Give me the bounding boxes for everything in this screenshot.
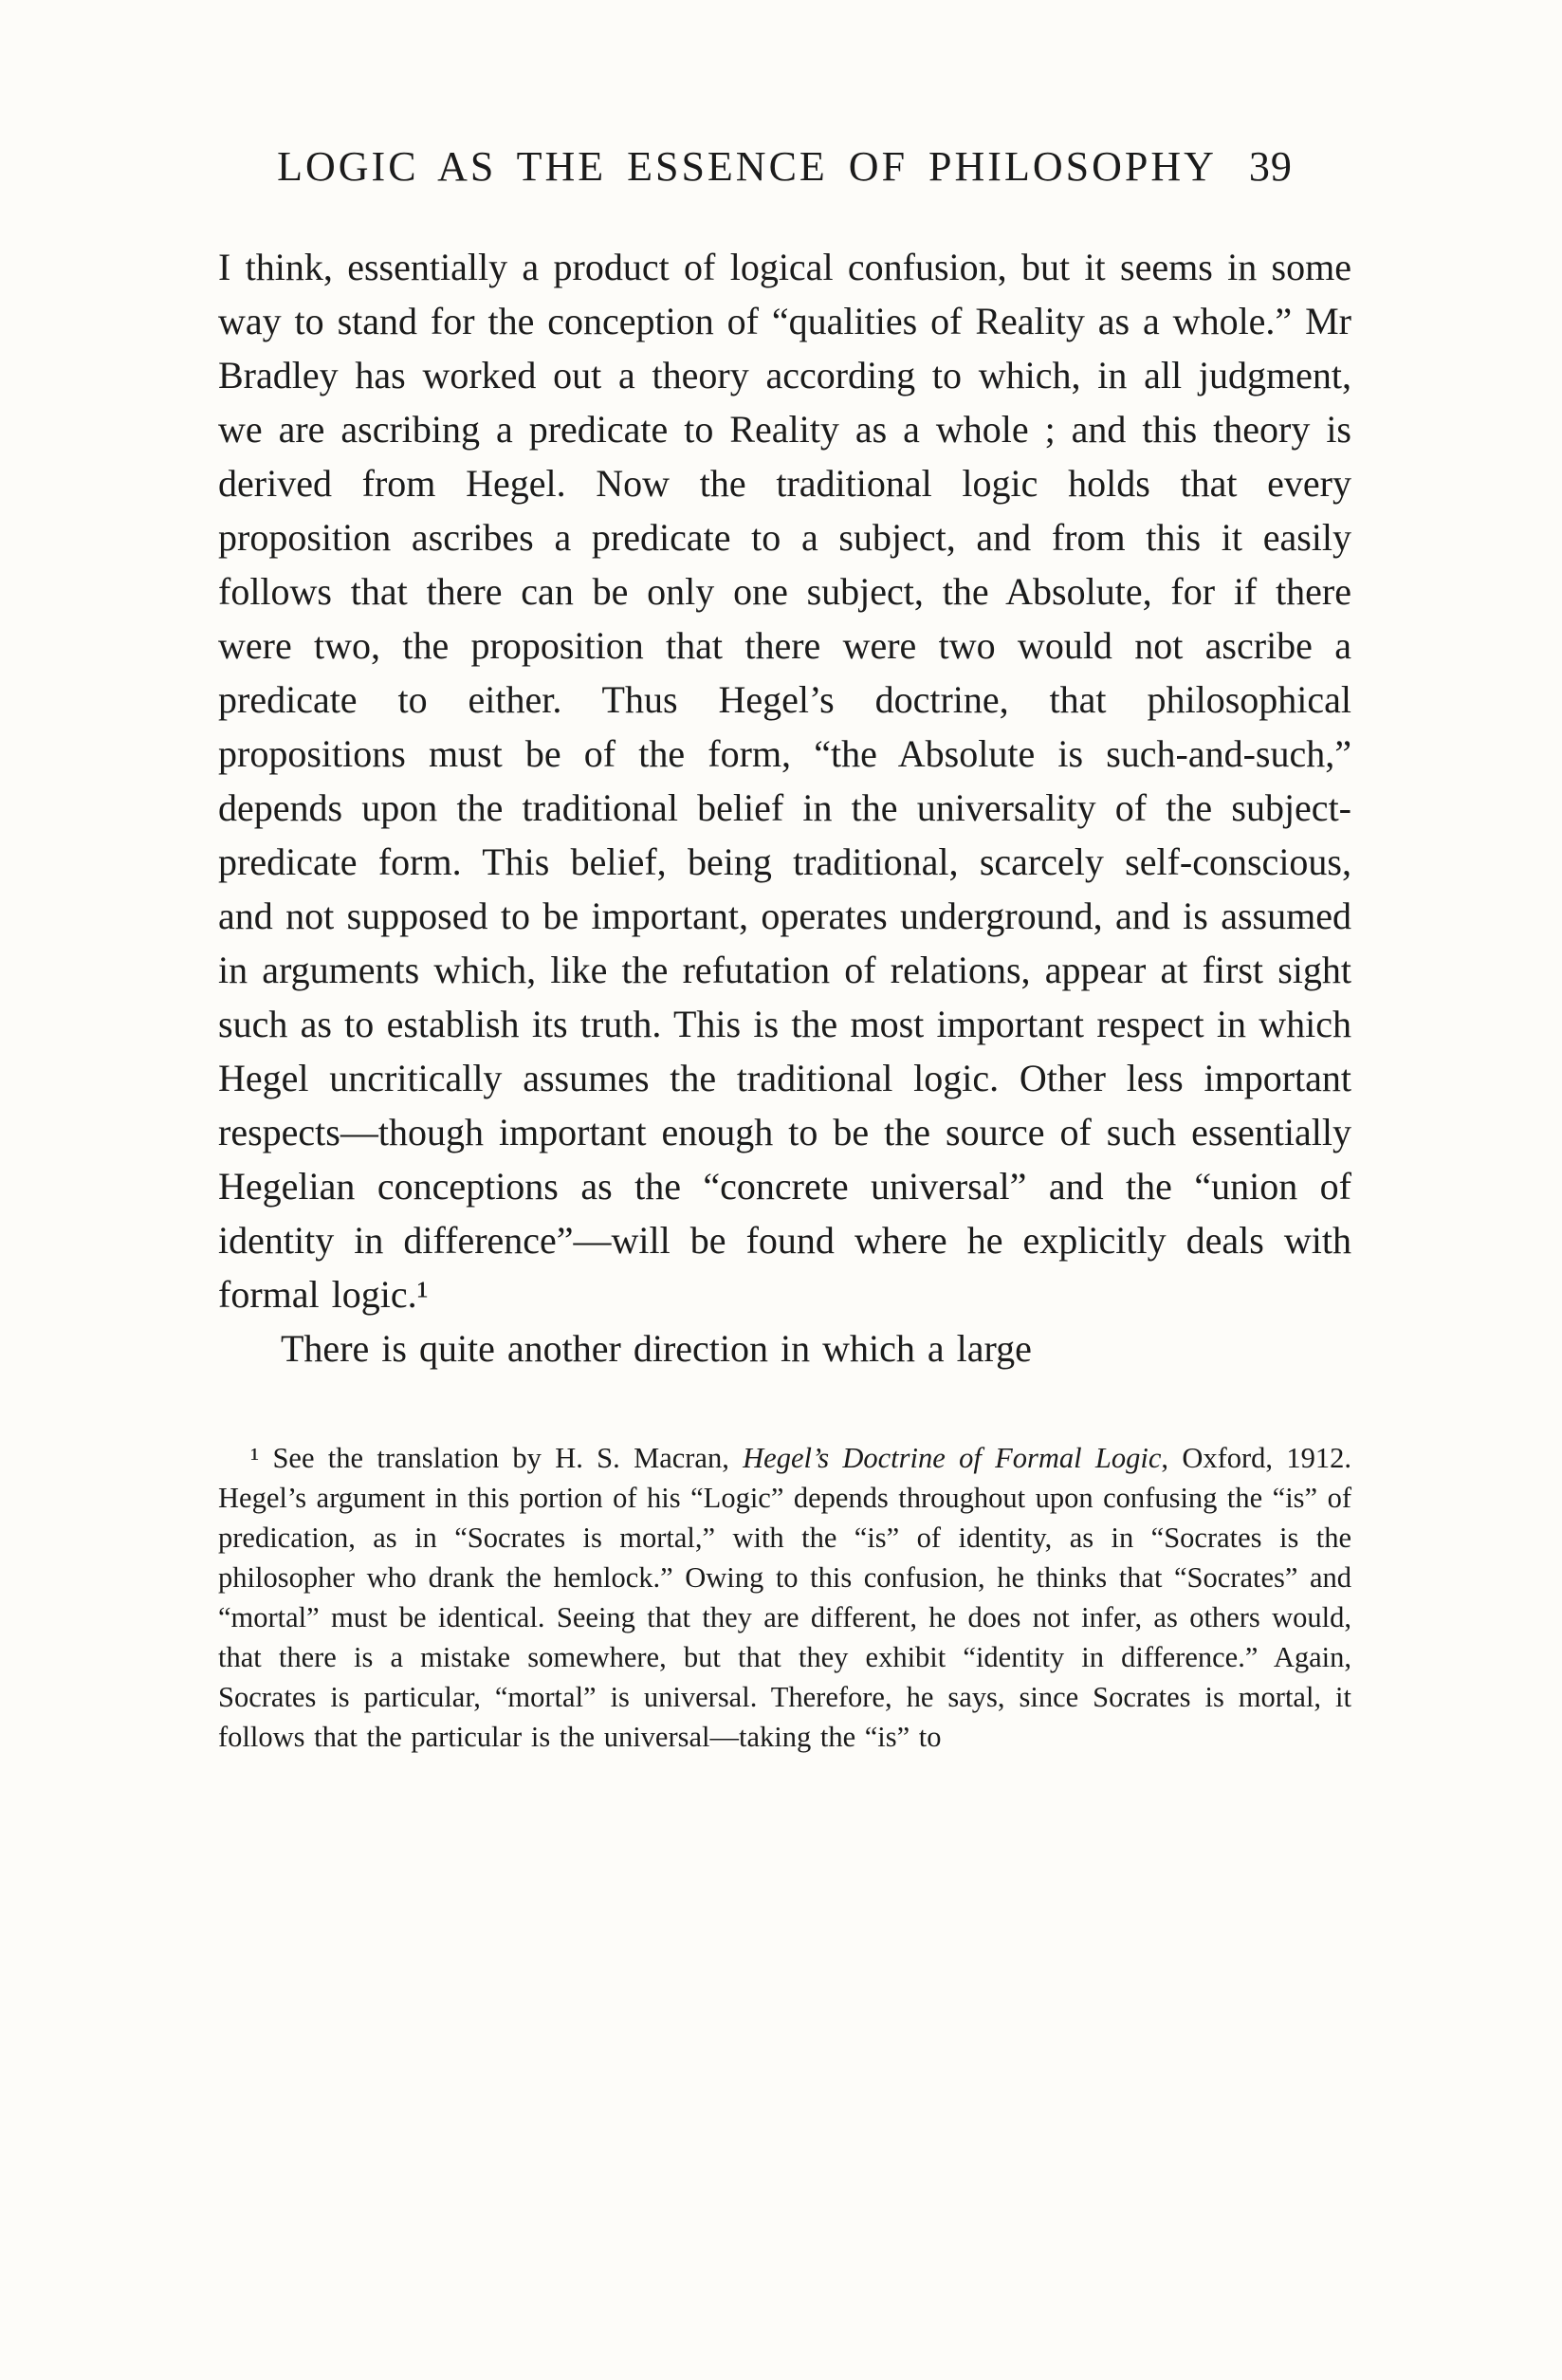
page-number: 39 <box>1248 143 1293 190</box>
footnote-section <box>218 1438 1351 1757</box>
running-header <box>218 142 1351 191</box>
footnote-book-title: Hegel’s Doctrine of Formal Logic <box>743 1442 1162 1474</box>
running-title: LOGIC AS THE ESSENCE OF PHILOSOPHY <box>277 143 1217 190</box>
footnote-segment: , Oxford, 1912. Hegel’s argument in this portion of his “Logic” depends throughout upon confusing the “is” of predication, as in “Socrates is mortal,” with the “is” of identity, as in “Socrates is the philosopher who drank the hemlock.” Owing to this confusion, he thinks that “Socrates” and “mortal” must be identical. Seeing that they are different, he does not infer, as others would, that there is a mistake somewhere, but that they exhibit “identity in difference.” Again, Socrates is particular, “mortal” is universal. Therefore, he says, since Socrates is mortal, it follows that the particular is the universal—taking the “is” to <box>218 1442 1351 1753</box>
paragraph: There is quite another direction in which a large <box>281 1327 1032 1370</box>
text-block <box>218 142 1351 1757</box>
footnote-text <box>218 1438 1351 1757</box>
body-text <box>218 240 1351 1375</box>
footnote-segment: ¹ See the translation by H. S. Macran, <box>250 1442 744 1474</box>
paragraph: I think, essentially a product of logical confusion, but it seems in some way to stand for the conception of “qualities of Reality as a whole.” Mr Bradley has worked out a theory according to which, in all judgment, we are ascribing a predicate to Reality as a whole ; and this theory is derived from Hegel. Now the traditional logic holds that every proposition ascribes a predicate to a subject, and from this it easily follows that there can be only one subject, the Absolute, for if there were two, the proposition that there were two would not ascribe a predicate to either. Thus Hegel’s doctrine, that philosophical propositions must be of the form, “the Absolute is such-and-such,” depends upon the traditional belief in the universality of the subject-predicate form. This belief, being traditional, scarcely self-conscious, and not supposed to be important, operates underground, and is assumed in arguments which, like the refutation of relations, appear at first sight such as to establish its truth. This is the most important respect in which Hegel uncritically assumes the traditional logic. Other less important respects—though important enough to be the source of such essentially Hegelian conceptions as the “concrete universal” and the “union of identity in difference”—will be found where he explicitly deals with formal logic.¹ <box>218 246 1351 1316</box>
